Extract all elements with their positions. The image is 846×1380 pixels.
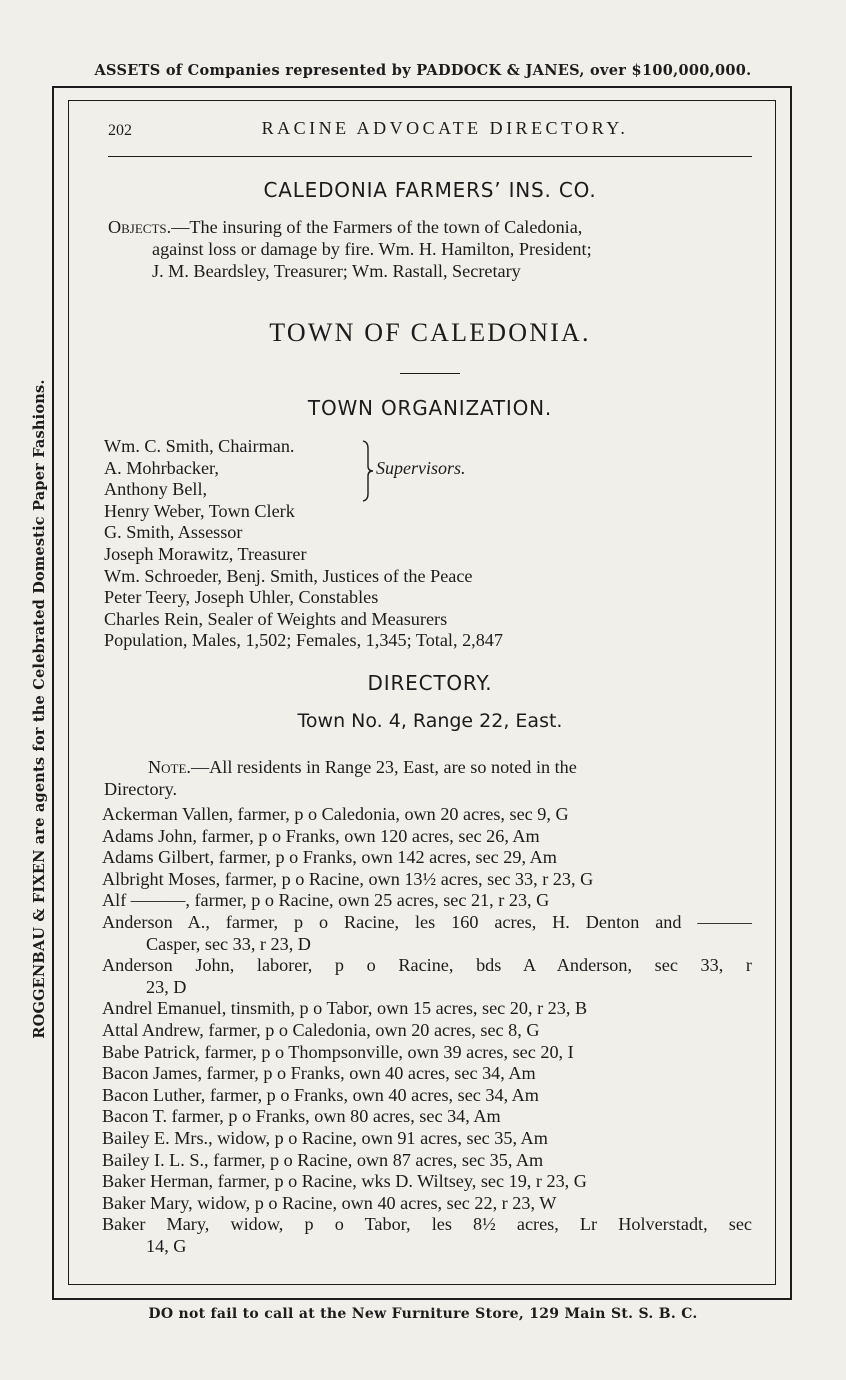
- officer-line: Wm. Schroeder, Benj. Smith, Justices of the Peace: [104, 565, 473, 586]
- directory-entry: [102, 1042, 752, 1064]
- entry-text: Adams Gilbert, farmer, p o Franks, own 142 acres, sec 29, Am: [102, 847, 557, 868]
- running-title: RACINE ADVOCATE DIRECTORY.: [261, 118, 629, 138]
- section-rule: [400, 373, 460, 374]
- directory-entry: [102, 1106, 752, 1128]
- entry-text: Bacon Luther, farmer, p o Franks, own 40 acres, sec 34, Am: [102, 1084, 539, 1105]
- note-label: Note.: [148, 757, 191, 777]
- entry-text: Babe Patrick, farmer, p o Thompsonville, own 39 acres, sec 20, I: [102, 1041, 574, 1062]
- officer-line: A. Mohrbacker,: [104, 457, 219, 478]
- officer-line: Joseph Morawitz, Treasurer: [104, 543, 307, 564]
- supervisors-brace: [362, 440, 374, 502]
- entry-text: Attal Andrew, farmer, p o Caledonia, own 20 acres, sec 8, G: [102, 1019, 540, 1040]
- directory-entry: [102, 869, 752, 891]
- directory-entry: [102, 890, 752, 912]
- note-line-2: Directory.: [104, 779, 178, 799]
- population-line: Population, Males, 1,502; Females, 1,345; Total, 2,847: [104, 630, 503, 651]
- directory-entries: [102, 804, 752, 1257]
- page-number: 202: [108, 122, 132, 139]
- side-advertisement: ROGGENBAU & FIXEN are agents for the Celebrated Domestic Paper Fashions.: [31, 379, 48, 1039]
- directory-entry: [102, 1193, 752, 1215]
- supervisors-label: Supervisors.: [376, 458, 466, 478]
- officer-line: Wm. C. Smith, Chairman.: [104, 436, 295, 456]
- officer-line: Charles Rein, Sealer of Weights and Measurers: [104, 608, 448, 629]
- town-title: TOWN OF CALEDONIA.: [269, 318, 591, 347]
- directory-entry: [102, 1085, 752, 1107]
- officer-line: Peter Teery, Joseph Uhler, Constables: [104, 587, 379, 608]
- company-title: CALEDONIA FARMERS’ INS. CO.: [263, 178, 597, 202]
- entry-continuation: 14, G: [146, 1235, 187, 1256]
- directory-entry: [102, 998, 752, 1020]
- company-objects: [108, 216, 752, 282]
- entry-continuation: Casper, sec 33, r 23, D: [146, 933, 311, 954]
- directory-entry: [102, 1020, 752, 1042]
- entry-continuation: 23, D: [146, 976, 187, 997]
- entry-text: Anderson John, laborer, p o Racine, bds A Anderson, sec 33, r: [102, 955, 752, 976]
- top-advertisement: ASSETS of Companies represented by PADDOCK & JANES, over $100,000,000.: [94, 62, 752, 79]
- directory-entry: [102, 804, 752, 826]
- entry-text: Adams John, farmer, p o Franks, own 120 acres, sec 26, Am: [102, 825, 540, 846]
- entry-text: Ackerman Vallen, farmer, p o Caledonia, own 20 acres, sec 9, G: [102, 804, 569, 824]
- officer-line: Anthony Bell,: [104, 479, 208, 500]
- entry-text: Bacon T. farmer, p o Franks, own 80 acres, sec 34, Am: [102, 1106, 501, 1127]
- entry-text: Baker Mary, widow, p o Racine, own 40 acres, sec 22, r 23, W: [102, 1192, 557, 1213]
- directory-entry: [102, 1128, 752, 1150]
- officer-line: Henry Weber, Town Clerk: [104, 500, 295, 521]
- directory-note: [104, 756, 752, 800]
- directory-heading: DIRECTORY.: [367, 671, 493, 695]
- objects-label: Objects.: [108, 217, 172, 237]
- officer-line: G. Smith, Assessor: [104, 522, 243, 543]
- directory-entry: [102, 1214, 752, 1257]
- directory-entry: [102, 1171, 752, 1193]
- objects-text-1: —The insuring of the Farmers of the town of Caledonia,: [171, 217, 583, 237]
- directory-entry: [102, 826, 752, 848]
- entry-text: Bailey I. L. S., farmer, p o Racine, own 87 acres, sec 35, Am: [102, 1149, 544, 1170]
- note-text-1: —All residents in Range 23, East, are so noted in the: [190, 757, 577, 777]
- directory-entry: [102, 1063, 752, 1085]
- entry-text: Baker Mary, widow, p o Tabor, les 8½ acres, Lr Holverstadt, sec: [102, 1214, 752, 1235]
- directory-entry: [102, 847, 752, 869]
- entry-text: Alf ———, farmer, p o Racine, own 25 acres, sec 21, r 23, G: [102, 890, 550, 911]
- note-line-1: [104, 756, 752, 778]
- entry-text: Baker Herman, farmer, p o Racine, wks D. Wiltsey, sec 19, r 23, G: [102, 1171, 587, 1192]
- entry-text: Albright Moses, farmer, p o Racine, own 13½ acres, sec 33, r 23, G: [102, 868, 594, 889]
- objects-line-1: [108, 216, 752, 238]
- directory-entry: [102, 955, 752, 998]
- bottom-advertisement: DO not fail to call at the New Furniture Store, 129 Main St. S. B. C.: [148, 1306, 698, 1322]
- objects-line-2: against loss or damage by fire. Wm. H. Hamilton, President;: [152, 239, 592, 259]
- directory-entry: [102, 912, 752, 955]
- objects-line-3: J. M. Beardsley, Treasurer; Wm. Rastall, Secretary: [152, 261, 521, 281]
- town-range-subheading: Town No. 4, Range 22, East.: [297, 710, 563, 732]
- entry-text: Bailey E. Mrs., widow, p o Racine, own 91 acres, sec 35, Am: [102, 1127, 548, 1148]
- entry-text: Andrel Emanuel, tinsmith, p o Tabor, own 15 acres, sec 20, r 23, B: [102, 998, 588, 1019]
- entry-text: Anderson A., farmer, p o Racine, les 160 acres, H. Denton and ———: [102, 911, 752, 932]
- organization-heading: TOWN ORGANIZATION.: [307, 396, 553, 420]
- directory-entry: [102, 1150, 752, 1172]
- header-rule: [108, 156, 752, 157]
- entry-text: Bacon James, farmer, p o Franks, own 40 acres, sec 34, Am: [102, 1063, 536, 1084]
